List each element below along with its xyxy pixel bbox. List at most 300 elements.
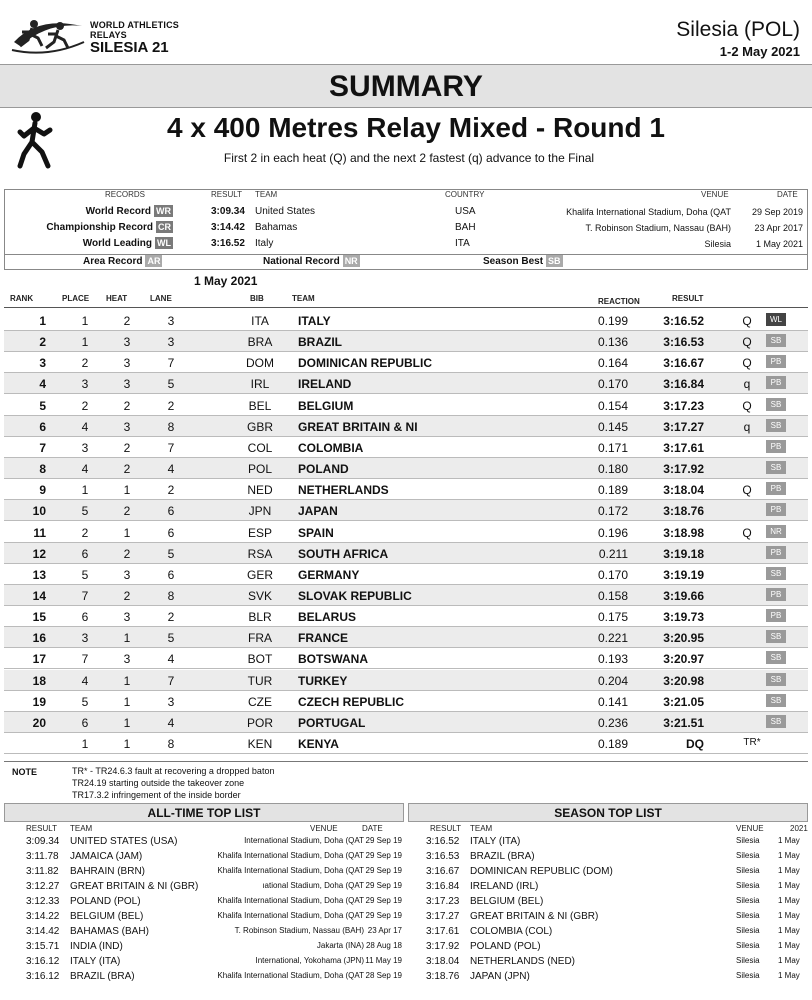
all-time-header <box>4 822 404 835</box>
results-row <box>4 712 808 733</box>
list-team: DOMINICAN REPUBLIC (DOM) <box>470 866 613 877</box>
heat-cell: 1 <box>123 715 131 730</box>
lane-cell: 8 <box>167 419 175 434</box>
all-time-result-header: RESULT <box>26 824 57 833</box>
note-box <box>4 761 808 801</box>
place-cell: 7 <box>81 652 89 667</box>
heat-cell: 1 <box>123 483 131 498</box>
record-badge: PB <box>766 482 786 495</box>
legend-item <box>263 254 360 270</box>
place-cell: 6 <box>81 610 89 625</box>
place-cell: 1 <box>81 335 89 350</box>
qualifier-cell: Q <box>742 335 752 350</box>
reaction-cell: 0.175 <box>597 610 628 625</box>
record-badge: PB <box>766 440 786 453</box>
lane-cell: 3 <box>167 694 175 709</box>
team-cell: BRAZIL <box>298 335 342 350</box>
place-cell: 6 <box>81 715 89 730</box>
record-tag: CR <box>158 222 171 233</box>
rank-cell: 12 <box>32 546 46 561</box>
season-row <box>408 925 808 940</box>
record-badge: SB <box>766 694 786 707</box>
team-cell: KENYA <box>298 737 339 751</box>
record-badge: SB <box>766 398 786 411</box>
list-team: POLAND (POL) <box>470 941 541 952</box>
qualifier-cell: Q <box>742 314 752 328</box>
heat-cell: 2 <box>123 504 131 519</box>
team-cell: IRELAND <box>298 377 352 392</box>
season-row <box>408 955 808 970</box>
record-date: 23 Apr 2017 <box>754 223 803 233</box>
team-cell: SLOVAK REPUBLIC <box>298 588 412 603</box>
heat-cell: 1 <box>123 737 131 751</box>
qualifier-cell: q <box>743 377 751 392</box>
qualifier-cell: Q <box>742 525 752 540</box>
heat-cell: 3 <box>123 377 131 392</box>
result-cell: 3:18.76 <box>663 504 704 519</box>
list-venue: Silesia <box>736 926 760 935</box>
results-row <box>4 437 808 458</box>
record-badge: SB <box>766 630 786 643</box>
heat-cell: 2 <box>123 546 131 561</box>
rank-cell: 4 <box>39 377 46 392</box>
place-cell: 4 <box>81 462 89 477</box>
results-row <box>4 395 808 416</box>
record-result: 3:09.34 <box>211 206 245 217</box>
records-result-header: RESULT <box>211 190 242 199</box>
lane-cell: 6 <box>167 504 175 519</box>
season-row <box>408 865 808 880</box>
records-header: RECORDS <box>105 190 146 199</box>
list-venue: Khalifa International Stadium, Doha (QAT <box>217 866 364 875</box>
brand-line-2: RELAYS <box>90 30 127 40</box>
reaction-cell: 0.189 <box>597 483 628 498</box>
list-venue: Khalifa International Stadium, Doha (QAT <box>217 851 364 860</box>
team-cell: FRANCE <box>298 631 348 646</box>
reaction-cell: 0.189 <box>597 737 628 751</box>
reaction-cell: 0.141 <box>597 694 628 709</box>
results-row <box>4 522 808 543</box>
qualifier-cell: Q <box>742 356 752 371</box>
record-tag: WR <box>156 206 171 217</box>
record-team: United States <box>255 206 316 217</box>
result-cell: 3:19.18 <box>663 546 704 561</box>
bib-cell: GER <box>246 567 273 582</box>
rank-cell: 20 <box>32 715 46 730</box>
place-cell: 2 <box>81 398 89 413</box>
reaction-cell: 0.145 <box>597 419 628 434</box>
list-team: BAHRAIN (BRN) <box>70 866 146 877</box>
reaction-cell: 0.164 <box>597 356 628 371</box>
result-cell: 3:21.05 <box>663 694 704 709</box>
list-venue: T. Robinson Stadium, Nassau (BAH) <box>234 926 364 935</box>
season-venue-header: VENUE <box>736 824 764 833</box>
record-badge: SB <box>766 715 786 728</box>
place-cell: 4 <box>81 419 89 434</box>
record-badge: SB <box>766 419 786 432</box>
result-cell: 3:19.19 <box>663 567 704 582</box>
list-date: 1 May <box>778 941 800 950</box>
note-line: TR17.3.2 infringement of the inside border <box>72 790 241 800</box>
legend-tag: NR <box>344 256 358 267</box>
place-cell: 1 <box>81 314 89 328</box>
season-row <box>408 880 808 895</box>
bib-cell: JPN <box>248 504 272 519</box>
record-badge: SB <box>766 334 786 347</box>
list-team: JAMAICA (JAM) <box>70 851 143 862</box>
result-cell: 3:21.51 <box>663 715 704 730</box>
rank-cell: 2 <box>39 335 46 350</box>
team-cell: SOUTH AFRICA <box>298 546 389 561</box>
all-time-row <box>4 865 404 880</box>
team-cell: ITALY <box>298 314 331 328</box>
reaction-cell: 0.170 <box>597 377 628 392</box>
lane-cell: 4 <box>167 715 175 730</box>
list-result: 3:14.22 <box>26 911 60 922</box>
rank-cell: 7 <box>39 440 46 455</box>
record-date: 1 May 2021 <box>755 239 803 249</box>
results-row <box>4 648 808 669</box>
reaction-cell: 0.221 <box>597 631 628 646</box>
place-cell: 1 <box>81 483 89 498</box>
place-cell: 6 <box>81 546 89 561</box>
place-cell: 3 <box>81 631 89 646</box>
record-badge: PB <box>766 376 786 389</box>
records-country-header: COUNTRY <box>445 190 485 199</box>
record-badge: PB <box>766 609 786 622</box>
bib-cell: TUR <box>247 673 273 688</box>
rank-cell: 6 <box>39 419 46 434</box>
rank-cell: 10 <box>32 504 46 519</box>
record-badge: SB <box>766 567 786 580</box>
record-label <box>5 220 173 236</box>
lane-cell: 6 <box>167 525 175 540</box>
all-time-row <box>4 925 404 940</box>
list-venue: Khalifa International Stadium, Doha (QAT <box>217 896 364 905</box>
reaction-cell: 0.171 <box>597 440 628 455</box>
list-team: INDIA (IND) <box>70 941 123 952</box>
note-line: TR24.19 starting outside the takeover zone <box>72 778 245 788</box>
reaction-cell: 0.199 <box>597 314 628 328</box>
record-name: World Record <box>85 206 151 217</box>
reaction-cell: 0.136 <box>597 335 628 350</box>
event-dates: 1-2 May 2021 <box>719 44 800 59</box>
lane-cell: 3 <box>167 335 175 350</box>
rank-cell: 14 <box>32 588 46 603</box>
record-country: BAH <box>455 222 476 233</box>
results-row <box>4 606 808 627</box>
bib-cell: CZE <box>248 694 272 709</box>
place-cell: 4 <box>81 673 89 688</box>
bib-cell: DOM <box>246 356 274 371</box>
list-result: 3:16.12 <box>26 971 60 982</box>
record-badge: PB <box>766 503 786 516</box>
result-cell: 3:16.84 <box>663 377 704 392</box>
lane-cell: 4 <box>167 462 175 477</box>
brand-line-3: SILESIA 21 <box>90 39 169 56</box>
bib-cell: ESP <box>247 525 272 540</box>
season-header <box>408 822 808 835</box>
list-team: NETHERLANDS (NED) <box>470 956 576 967</box>
brand-line-1: WORLD ATHLETICS <box>90 20 179 30</box>
list-team: GREAT BRITAIN & NI (GBR) <box>470 911 599 922</box>
list-venue: Khalifa International Stadium, Doha (QAT <box>217 971 364 980</box>
reaction-cell: 0.154 <box>597 398 628 413</box>
place-cell: 3 <box>81 377 89 392</box>
record-label <box>5 204 173 220</box>
result-cell: 3:16.67 <box>663 356 704 371</box>
records-box <box>4 189 808 270</box>
results-row <box>4 331 808 352</box>
list-result: 3:12.33 <box>26 896 60 907</box>
result-cell: 3:20.98 <box>663 673 704 688</box>
team-cell: JAPAN <box>298 504 338 519</box>
list-team: BRAZIL (BRA) <box>470 851 535 862</box>
list-date: 1 May <box>778 956 800 965</box>
season-title: SEASON TOP LIST <box>408 803 808 822</box>
list-result: 3:12.27 <box>26 881 60 892</box>
list-venue: Silesia <box>736 941 760 950</box>
list-result: 3:17.23 <box>426 896 460 907</box>
rank-cell: 9 <box>39 483 46 498</box>
host-city: Silesia (POL) <box>676 18 800 41</box>
col-place: PLACE <box>62 294 90 303</box>
results-row <box>4 458 808 479</box>
list-date: 29 Sep 19 <box>365 866 402 875</box>
list-date: 28 Aug 18 <box>365 941 402 950</box>
record-badge: PB <box>766 588 786 601</box>
heat-cell: 3 <box>123 335 131 350</box>
legend-tag: SB <box>548 256 561 267</box>
place-cell: 2 <box>81 525 89 540</box>
list-date: 29 Sep 19 <box>365 851 402 860</box>
record-badge: SB <box>766 461 786 474</box>
record-badge: SB <box>766 673 786 686</box>
place-cell: 3 <box>81 440 89 455</box>
list-date: 29 Sep 19 <box>365 836 402 845</box>
results-row <box>4 691 808 712</box>
heat-cell: 3 <box>123 567 131 582</box>
all-time-top-list <box>4 803 404 985</box>
heat-cell: 3 <box>123 652 131 667</box>
lane-cell: 7 <box>167 356 175 371</box>
season-top-list <box>408 803 808 985</box>
heat-cell: 3 <box>123 356 131 371</box>
list-date: 1 May <box>778 866 800 875</box>
place-cell: 5 <box>81 694 89 709</box>
all-time-row <box>4 910 404 925</box>
event-logo <box>8 8 188 58</box>
season-team-header: TEAM <box>470 824 493 833</box>
record-badge: SB <box>766 651 786 664</box>
list-team: GREAT BRITAIN & NI (GBR) <box>70 881 199 892</box>
records-date-header: DATE <box>777 190 798 199</box>
place-cell: 7 <box>81 588 89 603</box>
result-cell: 3:17.23 <box>663 398 704 413</box>
team-cell: GREAT BRITAIN & NI <box>298 419 418 434</box>
record-venue: Silesia <box>704 239 731 249</box>
list-team: BRAZIL (BRA) <box>70 971 135 982</box>
team-cell: BELARUS <box>298 610 357 625</box>
list-result: 3:15.71 <box>26 941 60 952</box>
results-row <box>4 373 808 394</box>
team-cell: DOMINICAN REPUBLIC <box>298 356 432 371</box>
list-team: ITALY (ITA) <box>470 836 521 847</box>
results-row <box>4 479 808 500</box>
result-cell: 3:19.73 <box>663 610 704 625</box>
lane-cell: 6 <box>167 567 175 582</box>
list-venue: Silesia <box>736 971 760 980</box>
list-date: 1 May <box>778 851 800 860</box>
record-badge: NR <box>766 525 786 538</box>
results-date: 1 May 2021 <box>194 274 258 288</box>
qualifier-cell: Q <box>742 483 752 498</box>
list-team: BAHAMAS (BAH) <box>70 926 149 937</box>
list-venue: Silesia <box>736 866 760 875</box>
bib-cell: POL <box>247 462 272 477</box>
place-cell: 5 <box>81 504 89 519</box>
season-row <box>408 895 808 910</box>
list-team: IRELAND (IRL) <box>470 881 539 892</box>
list-date: 23 Apr 17 <box>367 926 402 935</box>
result-cell: DQ <box>686 737 704 751</box>
reaction-cell: 0.204 <box>597 673 628 688</box>
bib-cell: GBR <box>246 419 273 434</box>
list-date: 1 May <box>778 926 800 935</box>
record-venue: Khalifa International Stadium, Doha (QAT <box>566 207 731 217</box>
record-label <box>5 236 173 252</box>
team-cell: BOTSWANA <box>298 652 368 667</box>
list-result: 3:11.78 <box>26 851 59 862</box>
list-venue: International, Yokohama (JPN) <box>255 956 364 965</box>
list-result: 3:18.04 <box>426 956 460 967</box>
col-team: TEAM <box>292 294 315 303</box>
record-country: USA <box>455 206 476 217</box>
lane-cell: 2 <box>167 398 175 413</box>
rank-cell: 1 <box>39 314 46 328</box>
results-row <box>4 500 808 521</box>
bib-cell: FRA <box>248 631 272 646</box>
season-row <box>408 910 808 925</box>
qualifier-cell: q <box>743 419 751 434</box>
heat-cell: 2 <box>123 588 131 603</box>
all-time-venue-header: VENUE <box>310 824 338 833</box>
team-cell: CZECH REPUBLIC <box>298 694 405 709</box>
list-team: JAPAN (JPN) <box>470 971 530 982</box>
list-team: ITALY (ITA) <box>70 956 121 967</box>
rank-cell: 13 <box>32 567 46 582</box>
all-time-row <box>4 835 404 850</box>
list-venue: Silesia <box>736 881 760 890</box>
all-time-row <box>4 955 404 970</box>
lane-cell: 2 <box>167 610 175 625</box>
record-badge: PB <box>766 546 786 559</box>
heat-cell: 1 <box>123 694 131 709</box>
result-cell: 3:16.53 <box>663 335 704 350</box>
record-badge: PB <box>766 355 786 368</box>
bib-cell: RSA <box>247 546 273 561</box>
heat-cell: 2 <box>123 314 131 328</box>
results-row <box>4 627 808 648</box>
list-venue: Jakarta (INA) <box>316 941 364 950</box>
list-result: 3:16.12 <box>26 956 60 967</box>
list-venue: Silesia <box>736 851 760 860</box>
bib-cell: BRA <box>247 335 273 350</box>
legend-item <box>483 254 563 270</box>
season-row <box>408 940 808 955</box>
list-team: UNITED STATES (USA) <box>70 836 178 847</box>
list-date: 29 Sep 19 <box>365 896 402 905</box>
season-year-header: 2021 <box>790 824 808 833</box>
list-result: 3:18.76 <box>426 971 460 982</box>
results-row <box>4 585 808 606</box>
list-date: 29 Sep 19 <box>365 911 402 920</box>
rank-cell: 18 <box>32 673 46 688</box>
record-result: 3:14.42 <box>211 222 245 233</box>
all-time-row <box>4 970 404 985</box>
team-cell: NETHERLANDS <box>298 483 389 498</box>
team-cell: POLAND <box>298 462 349 477</box>
bib-cell: BLR <box>248 610 272 625</box>
record-venue: T. Robinson Stadium, Nassau (BAH) <box>585 223 731 233</box>
bib-cell: BOT <box>247 652 273 667</box>
list-result: 3:16.53 <box>426 851 460 862</box>
lane-cell: 4 <box>167 652 175 667</box>
rank-cell: 19 <box>32 694 46 709</box>
season-row <box>408 970 808 985</box>
bib-cell: IRL <box>250 377 270 392</box>
lane-cell: 7 <box>167 440 175 455</box>
list-venue: Silesia <box>736 956 760 965</box>
result-cell: 3:18.98 <box>663 525 704 540</box>
note-line: TR* - TR24.6.3 fault at recovering a dropped baton <box>72 766 275 776</box>
reaction-cell: 0.180 <box>597 462 628 477</box>
heat-cell: 1 <box>123 673 131 688</box>
reaction-cell: 0.211 <box>598 546 628 561</box>
reaction-cell: 0.236 <box>597 715 628 730</box>
qualification-rule: First 2 in each heat (Q) and the next 2 fastest (q) advance to the Final <box>223 151 595 165</box>
bib-cell: NED <box>247 483 273 498</box>
result-cell: 3:19.66 <box>663 588 704 603</box>
team-cell: PORTUGAL <box>298 715 366 730</box>
bib-cell: SVK <box>247 588 272 603</box>
place-cell: 2 <box>81 356 89 371</box>
list-date: 29 Sep 19 <box>365 881 402 890</box>
all-time-date-header: DATE <box>362 824 383 833</box>
list-result: 3:16.84 <box>426 881 460 892</box>
list-team: COLOMBIA (COL) <box>470 926 553 937</box>
result-cell: 3:18.04 <box>663 483 704 498</box>
results-row <box>4 543 808 564</box>
result-cell: 3:17.61 <box>663 440 704 455</box>
all-time-row <box>4 895 404 910</box>
col-bib: BIB <box>250 294 264 303</box>
season-row <box>408 850 808 865</box>
list-date: 28 Sep 19 <box>365 971 402 980</box>
heat-cell: 2 <box>123 440 131 455</box>
legend-label: Area Record <box>83 256 143 267</box>
list-team: BELGIUM (BEL) <box>70 911 144 922</box>
rank-cell: 16 <box>32 631 46 646</box>
lane-cell: 5 <box>167 546 175 561</box>
result-cell: 3:17.27 <box>663 419 704 434</box>
heat-cell: 3 <box>123 419 131 434</box>
lane-cell: 8 <box>167 588 175 603</box>
result-cell: 3:17.92 <box>663 462 704 477</box>
relay-runners-logo-icon <box>8 12 86 56</box>
team-cell: SPAIN <box>298 525 334 540</box>
list-result: 3:17.92 <box>426 941 460 952</box>
